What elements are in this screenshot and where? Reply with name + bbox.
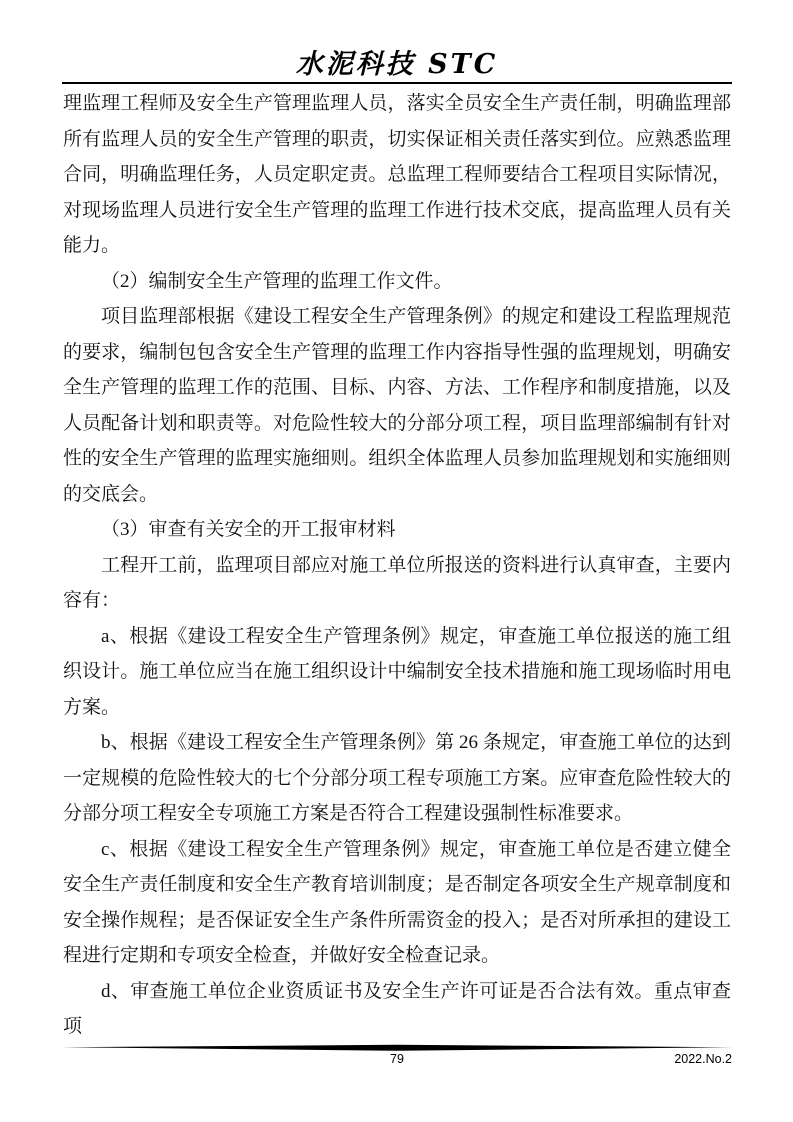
paragraph: 工程开工前，监理项目部应对施工单位所报送的资料进行认真审查，主要内容有：	[63, 554, 731, 611]
footer-rule-line	[62, 1044, 732, 1052]
issue-number: 2022.No.2	[674, 1052, 732, 1066]
header-rule	[62, 82, 732, 84]
paragraph: 理监理工程师及安全生产管理监理人员，落实全员安全生产责任制，明确监理部所有监理人员的安全生产管理的职责，切实保证相关责任落实到位。应熟悉监理合同，明确监理任务，人员定职定责。总监理工程师要结合工程项目实际情况，对现场监理人员进行安全生产管理的监理工作进行技术交底，提高监理人员有关能力。	[63, 93, 731, 256]
paragraph: c、根据《建设工程安全生产管理条例》规定，审查施工单位是否建立健全安全生产责任制度和安全生产教育培训制度；是否制定各项安全生产规章制度和安全操作规程；是否保证安全生产条件所需资金的投入；是否对所承担的建设工程进行定期和专项安全检查，并做好安全检查记录。	[63, 838, 731, 966]
journal-header	[63, 42, 731, 81]
paragraph: a、根据《建设工程安全生产管理条例》规定，审查施工单位报送的施工组织设计。施工单位应当在施工组织设计中编制安全技术措施和施工现场临时用电方案。	[63, 625, 731, 718]
journal-title: 水泥科技 STC	[295, 49, 499, 80]
page-number: 79	[390, 1052, 404, 1066]
paragraph: （3）审查有关安全的开工报审材料	[101, 519, 396, 540]
paragraph: b、根据《建设工程安全生产管理条例》第 26 条规定，审查施工单位的达到一定规模的危险性较大的七个分部分项工程专项施工方案。应审查危险性较大的分部分项工程安全专项施工方案是否符合工程建设强制性标准要求。	[63, 732, 731, 824]
paragraph: 项目监理部根据《建设工程安全生产管理条例》的规定和建设工程监理规范的要求，编制包包含安全生产管理的监理工作内容指导性强的监理规划，明确安全生产管理的监理工作的范围、目标、内容、方法、工作程序和制度措施，以及人员配备计划和职责等。对危险性较大的分部分项工程，项目监理部编制有针对性的安全生产管理的监理实施细则。组织全体监理人员参加监理规划和实施细则的交底会。	[63, 306, 731, 505]
paragraph: （2）编制安全生产管理的监理工作文件。	[101, 270, 453, 292]
page-footer	[62, 1044, 732, 1070]
footer-row	[62, 1052, 732, 1070]
body-text	[63, 86, 731, 1045]
paragraph: d、审查施工单位企业资质证书及安全生产许可证是否合法有效。重点审查项	[63, 980, 731, 1037]
